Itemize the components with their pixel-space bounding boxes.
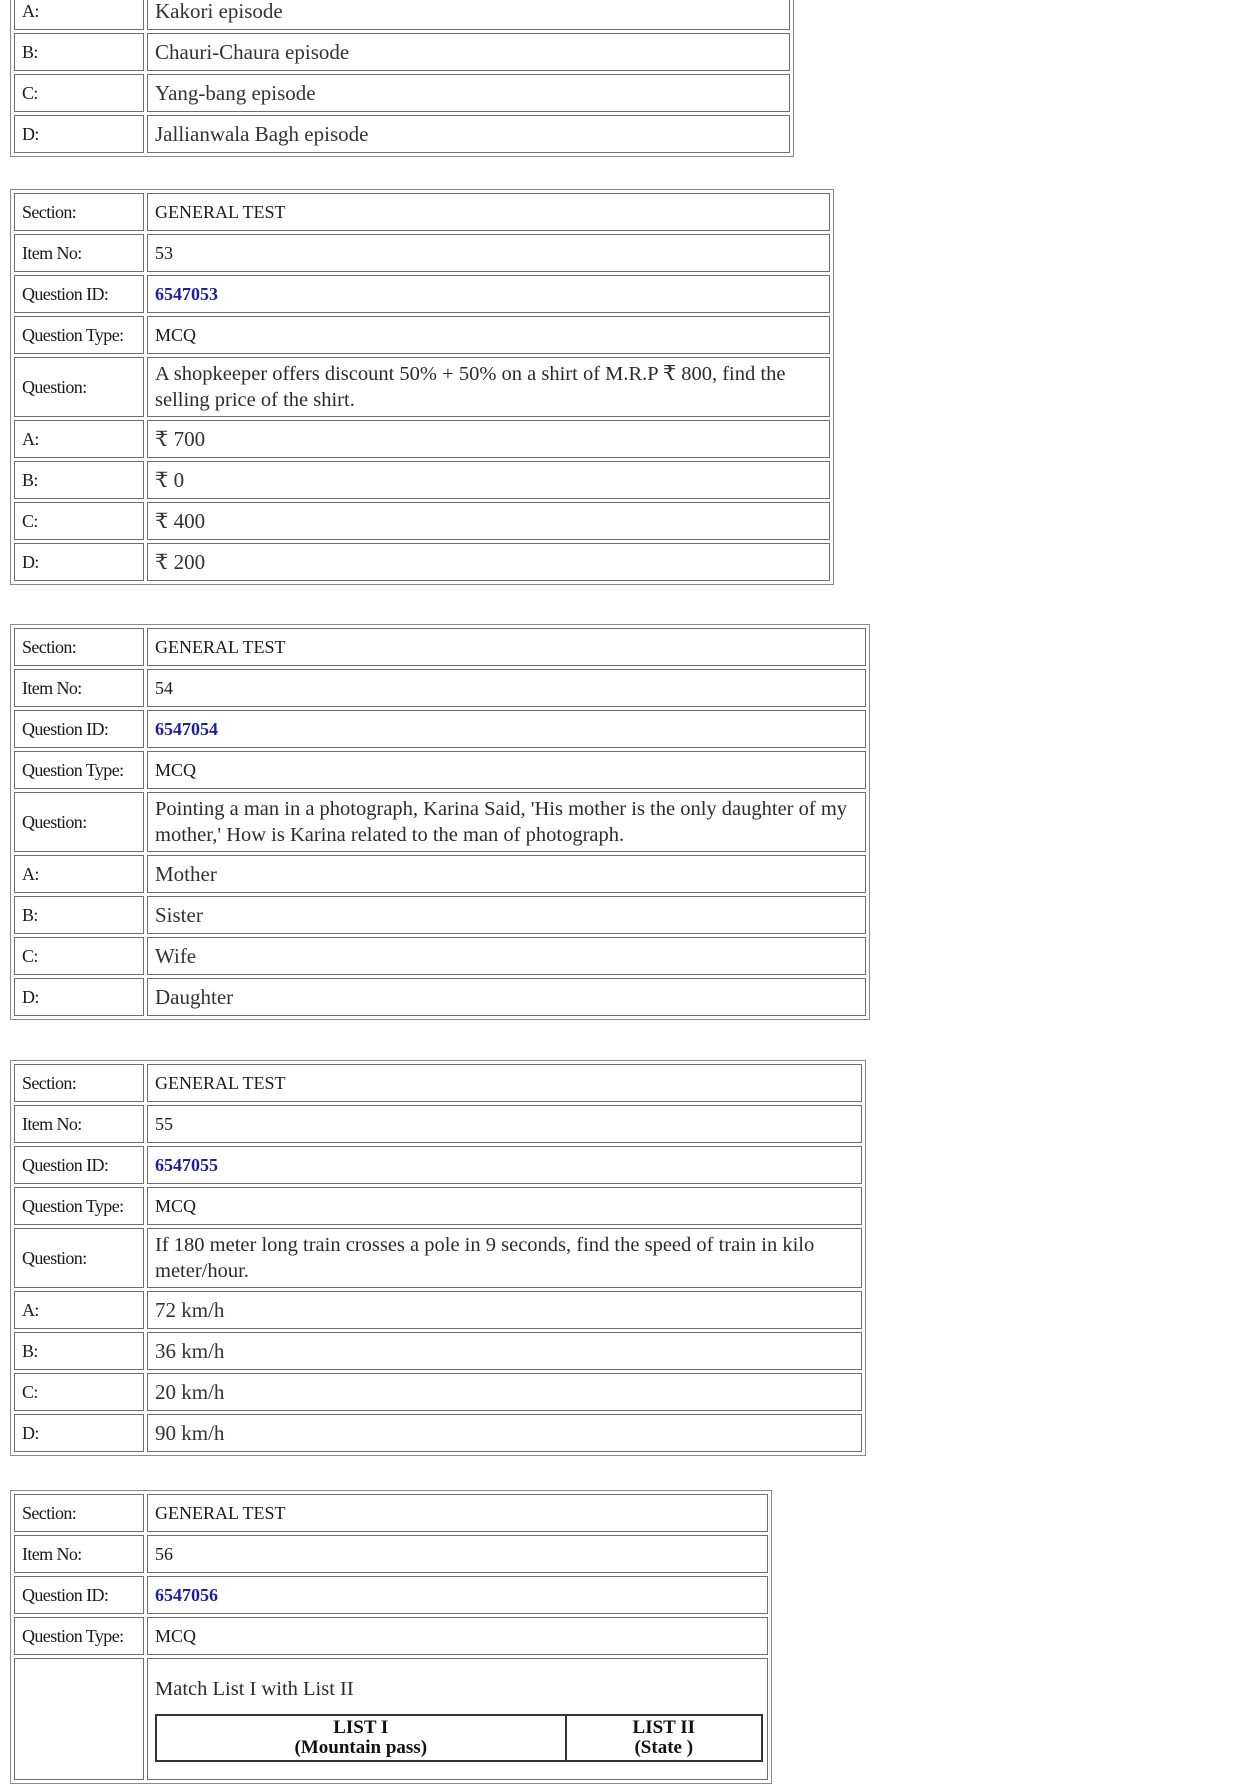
list1-title: LIST I	[333, 1717, 389, 1738]
section-row	[14, 1064, 862, 1102]
option-row-d	[14, 1414, 862, 1452]
option-label: C:	[14, 502, 144, 540]
question-id-value: 6547056	[147, 1576, 768, 1614]
question-id-label: Question ID:	[14, 710, 144, 748]
option-text: Wife	[147, 937, 866, 975]
option-label: C:	[14, 1373, 144, 1411]
option-row-c	[14, 74, 790, 112]
option-label: D:	[14, 978, 144, 1016]
option-text: 20 km/h	[147, 1373, 862, 1411]
item-no-label: Item No:	[14, 1105, 144, 1143]
option-text: Jallianwala Bagh episode	[147, 115, 790, 153]
option-row-c	[14, 502, 830, 540]
item-no-value: 55	[147, 1105, 862, 1143]
item-no-label: Item No:	[14, 1535, 144, 1573]
section-value: GENERAL TEST	[147, 1064, 862, 1102]
question-text: Match List I with List II	[155, 1678, 354, 1700]
option-row-d	[14, 543, 830, 581]
option-text: Sister	[147, 896, 866, 934]
question-row	[14, 1228, 862, 1288]
list2-header	[566, 1715, 762, 1761]
question-table-prev	[10, 0, 794, 157]
question-type-label: Question Type:	[14, 1187, 144, 1225]
option-label: D:	[14, 543, 144, 581]
question-text: A shopkeeper offers discount 50% + 50% on a shirt of M.R.P ₹ 800, find the selling price of the shirt.	[147, 357, 830, 417]
item-no-value: 53	[147, 234, 830, 272]
option-label: B:	[14, 33, 144, 71]
question-row	[14, 792, 866, 852]
item-no-value: 56	[147, 1535, 768, 1573]
option-label: B:	[14, 1332, 144, 1370]
item-no-row	[14, 669, 866, 707]
option-label: C:	[14, 74, 144, 112]
section-row	[14, 1494, 768, 1532]
item-no-row	[14, 234, 830, 272]
option-label: B:	[14, 896, 144, 934]
option-label: C:	[14, 937, 144, 975]
section-label: Section:	[14, 1064, 144, 1102]
option-text: Kakori episode	[147, 0, 790, 30]
list1-header	[156, 1715, 566, 1761]
option-label: D:	[14, 115, 144, 153]
question-id-value: 6547055	[147, 1146, 862, 1184]
question-type-row	[14, 751, 866, 789]
question-id-label: Question ID:	[14, 1576, 144, 1614]
question-id-row	[14, 1576, 768, 1614]
section-row	[14, 193, 830, 231]
option-text: ₹ 400	[147, 502, 830, 540]
option-text: Mother	[147, 855, 866, 893]
question-type-value: MCQ	[147, 1187, 862, 1225]
question-type-value: MCQ	[147, 1617, 768, 1655]
item-no-label: Item No:	[14, 669, 144, 707]
option-row-c	[14, 1373, 862, 1411]
option-row-d	[14, 978, 866, 1016]
option-label: D:	[14, 1414, 144, 1452]
question-id-value: 6547054	[147, 710, 866, 748]
question-content	[147, 1658, 768, 1780]
option-row-a	[14, 420, 830, 458]
list1-subtitle: (Mountain pass)	[294, 1737, 428, 1758]
option-row-b	[14, 33, 790, 71]
question-type-label: Question Type:	[14, 1617, 144, 1655]
question-type-value: MCQ	[147, 316, 830, 354]
section-label: Section:	[14, 193, 144, 231]
match-table-header	[156, 1715, 762, 1761]
question-label-cell	[14, 1658, 144, 1780]
question-id-value: 6547053	[147, 275, 830, 313]
option-row-c	[14, 937, 866, 975]
option-label: B:	[14, 461, 144, 499]
question-id-row	[14, 710, 866, 748]
question-type-value: MCQ	[147, 751, 866, 789]
option-label: A:	[14, 855, 144, 893]
item-no-value: 54	[147, 669, 866, 707]
option-text: Chauri-Chaura episode	[147, 33, 790, 71]
option-text: ₹ 200	[147, 543, 830, 581]
option-text: ₹ 0	[147, 461, 830, 499]
option-text: 72 km/h	[147, 1291, 862, 1329]
section-value: GENERAL TEST	[147, 628, 866, 666]
item-no-row	[14, 1105, 862, 1143]
section-value: GENERAL TEST	[147, 1494, 768, 1532]
option-row-a	[14, 1291, 862, 1329]
item-no-label: Item No:	[14, 234, 144, 272]
section-label: Section:	[14, 1494, 144, 1532]
question-id-label: Question ID:	[14, 1146, 144, 1184]
question-id-label: Question ID:	[14, 275, 144, 313]
option-row-b	[14, 461, 830, 499]
question-table-56	[10, 1490, 772, 1784]
option-text: ₹ 700	[147, 420, 830, 458]
question-type-label: Question Type:	[14, 316, 144, 354]
section-value: GENERAL TEST	[147, 193, 830, 231]
question-row	[14, 1658, 768, 1780]
question-type-row	[14, 1617, 768, 1655]
question-label: Question:	[14, 1228, 144, 1288]
option-row-d	[14, 115, 790, 153]
section-label: Section:	[14, 628, 144, 666]
option-row-b	[14, 896, 866, 934]
question-label: Question:	[14, 792, 144, 852]
option-text: 36 km/h	[147, 1332, 862, 1370]
list2-subtitle: (State )	[634, 1737, 694, 1758]
option-row-a	[14, 0, 790, 30]
option-text: Yang-bang episode	[147, 74, 790, 112]
item-no-row	[14, 1535, 768, 1573]
question-type-label: Question Type:	[14, 751, 144, 789]
option-text: Daughter	[147, 978, 866, 1016]
question-label: Question:	[14, 357, 144, 417]
list2-title: LIST II	[632, 1717, 696, 1738]
option-label: A:	[14, 1291, 144, 1329]
option-row-b	[14, 1332, 862, 1370]
question-type-row	[14, 316, 830, 354]
question-table-54	[10, 624, 870, 1020]
question-text: Pointing a man in a photograph, Karina Said, 'His mother is the only daughter of my mother,' How is Karina related to the man of photograph.	[147, 792, 866, 852]
section-row	[14, 628, 866, 666]
option-row-a	[14, 855, 866, 893]
question-id-row	[14, 1146, 862, 1184]
question-table-55	[10, 1060, 866, 1456]
question-type-row	[14, 1187, 862, 1225]
question-row	[14, 357, 830, 417]
option-label: A:	[14, 420, 144, 458]
option-label: A:	[14, 0, 144, 30]
question-table-53	[10, 189, 834, 585]
option-text: 90 km/h	[147, 1414, 862, 1452]
question-id-row	[14, 275, 830, 313]
question-text: If 180 meter long train crosses a pole in 9 seconds, find the speed of train in kilo meter/hour.	[147, 1228, 862, 1288]
